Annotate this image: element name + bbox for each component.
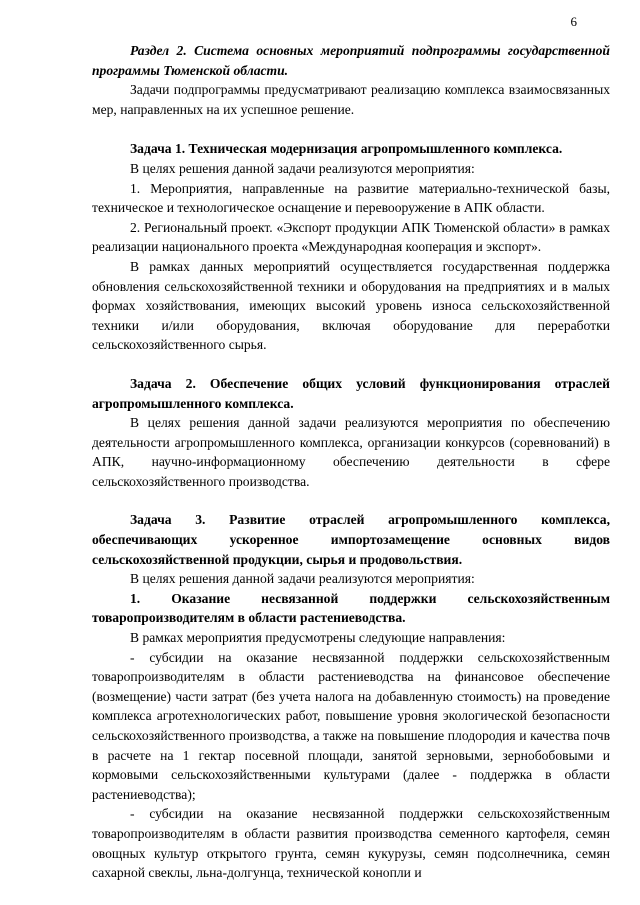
section-heading: Раздел 2. Система основных мероприятий подпрограммы государственной программы Тюменской области. [92,43,610,78]
spacer [92,355,610,374]
task3-item: - субсидии на оказание несвязанной поддержки сельскохозяйственным товаропроизводителям в области растениеводства на финансовое обеспечение (возмещение) части затрат (без учета налога на добавленную стоимость) на проведение комплекса агротехнологических работ, повышение уровня экологической безопасности сельскохозяйственного производства, а также на повышение плодородия и качества почв в расчете на 1 гектар посевной площади, занятой зерновыми, зернобобовыми и кормовыми сельскохозяйственными культурами (далее - поддержка в области растениеводства); [92,649,610,802]
task1-heading: Задача 1. Техническая модернизация агропромышленного комплекса. [130,141,563,157]
task2-heading: Задача 2. Обеспечение общих условий функционирования отраслей агропромышленного комплекса. [92,375,610,411]
task2-body: В целях решения данной задачи реализуются мероприятия по обеспечению деятельности агропромышленного комплекса, организации конкурсов (соревнований) в АПК, научно-информационному обеспечению деятельности в сфере сельскохозяйственного производства. [92,415,610,489]
task3-item: - субсидии на оказание несвязанной поддержки сельскохозяйственным товаропроизводителям в области развития производства семенного картофеля, семян овощных культур открытого грунта, семян кукурузы, семян подсолнечника, семян сахарной свеклы, льна-долгунца, технической конопли и [92,806,610,881]
task1-item: 1. Мероприятия, направленные на развитие материально-технической базы, техническое и технологическое оснащение и перевооружение в АПК области. [92,180,610,216]
task1-item: 2. Региональный проект. «Экспорт продукции АПК Тюменской области» в рамках реализации национального проекта «Международная кооперация и экспорт». [92,219,610,255]
task3-intro: В целях решения данной задачи реализуются мероприятия: [130,571,475,587]
spacer [92,119,610,139]
page-content [92,41,610,883]
task3-subheading: 1. Оказание несвязанной поддержки сельскохозяйственным товаропроизводителям в области растениеводства. [92,590,610,626]
section-intro: Задачи подпрограммы предусматривают реализацию комплекса взаимосвязанных мер, направленных на их успешное решение. [92,82,610,117]
page-number: 6 [570,14,577,29]
task1-closing: В рамках данных мероприятий осуществляется государственная поддержка обновления сельскохозяйственной техники и оборудования на предприятиях и в малых формах хозяйствования, имеющих высокий уровень износа сельскохозяйственной техники и/или оборудования, включая оборудование для переработки сельскохозяйственного сырья. [92,258,610,353]
task3-heading: Задача 3. Развитие отраслей агропромышленного комплекса, обеспечивающих ускоренное импортозамещение основных видов сельскохозяйственной продукции, сырья и продовольствия. [92,512,610,567]
task3-directions-intro: В рамках мероприятия предусмотрены следующие направления: [130,630,506,646]
task1-intro: В целях решения данной задачи реализуются мероприятия: [130,160,475,176]
spacer [92,491,610,510]
